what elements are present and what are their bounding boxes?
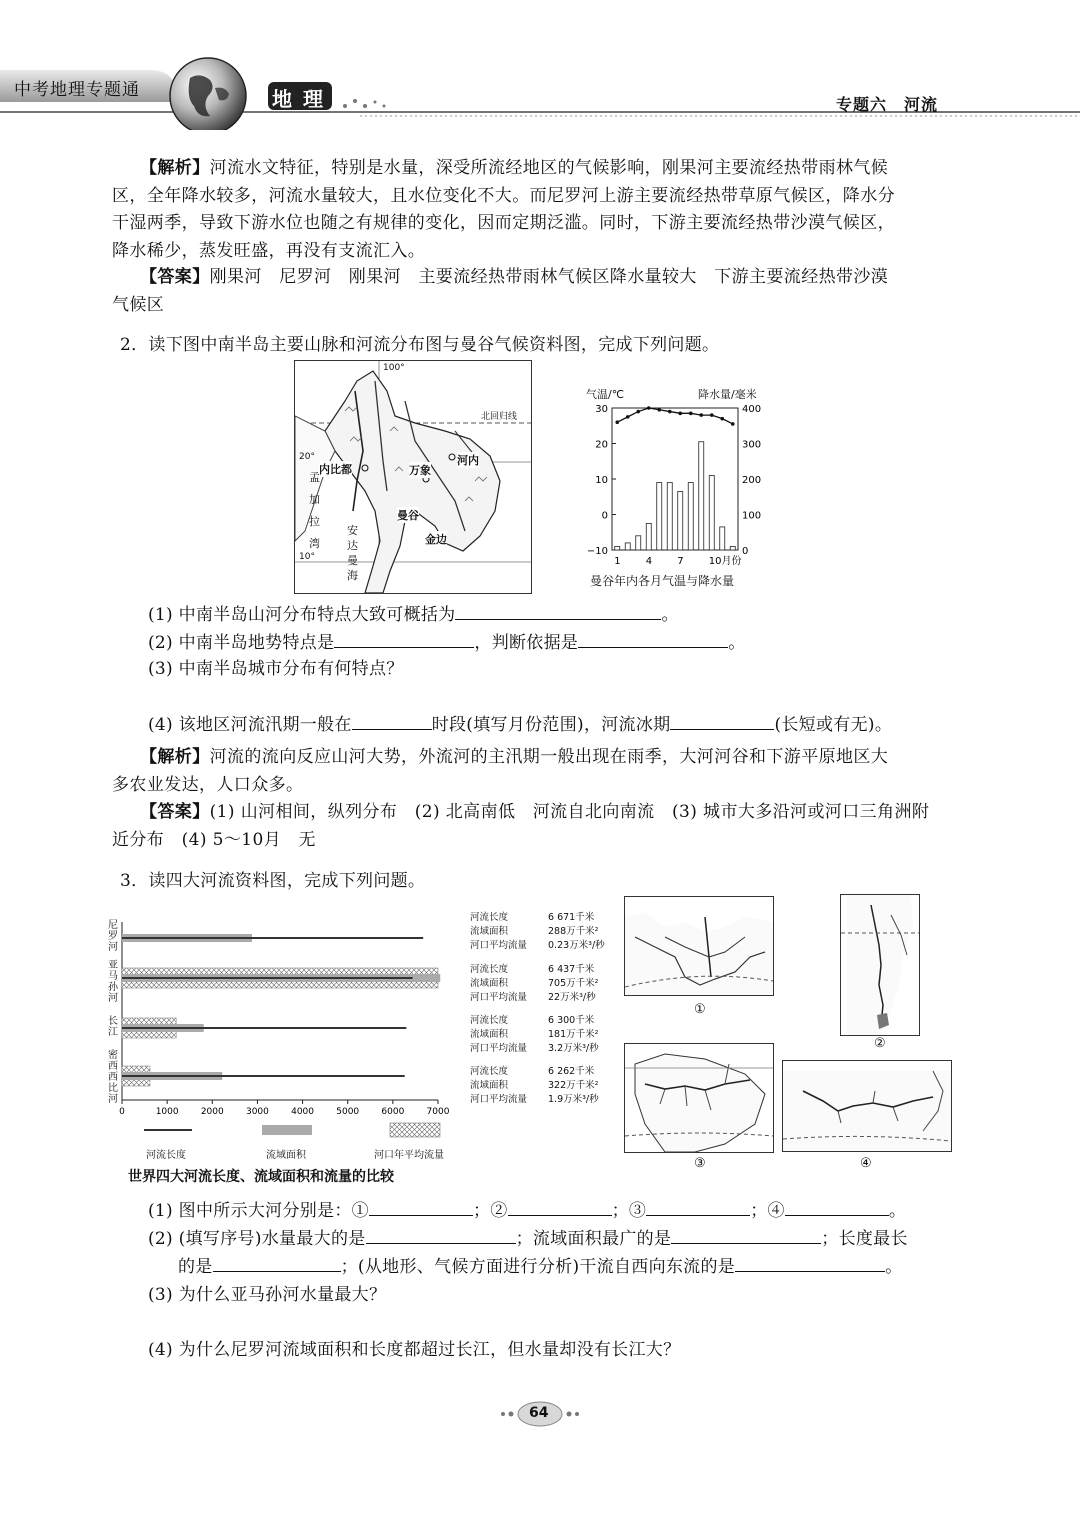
q1-answer: 【答案】刚果河 尼罗河 刚果河 主要流经热带雨林气候区降水量较大 下游主要流经热带沙漠 气候区 <box>112 267 889 315</box>
answer-blank[interactable] <box>646 1197 750 1216</box>
q2-sub2: (2) 中南半岛地势特点是 ，判断依据是 。 <box>148 628 746 653</box>
temperature-point <box>657 408 661 412</box>
precip-bar <box>730 546 735 550</box>
answer-blank[interactable] <box>578 629 728 648</box>
city-hanoi: 河内 <box>457 454 479 467</box>
q3-sub1: (1) 图中所示大河分别是：① ；② ；③ ；④ 。 <box>148 1196 906 1221</box>
climate-x-tick: 4 <box>645 556 653 567</box>
precip-bar <box>688 483 693 550</box>
temperature-point <box>615 420 619 424</box>
climate-caption: 曼谷年内各月气温与降水量 <box>590 574 735 588</box>
temperature-point <box>678 412 682 416</box>
analysis-tag: 【解析】 <box>140 158 210 178</box>
precip-bar <box>699 442 704 550</box>
answer-blank[interactable] <box>785 1197 889 1216</box>
climate-left-tick: 20 <box>595 439 608 451</box>
precip-bar <box>667 483 672 550</box>
answer-blank[interactable] <box>213 1253 341 1272</box>
q2-stem: 2．读下图中南半岛主要山脉和河流分布图与曼谷气候资料图，完成下列问题。 <box>120 335 720 355</box>
answer-blank[interactable] <box>352 711 432 730</box>
subject-title: 地 理 <box>272 87 325 111</box>
answer-blank[interactable] <box>671 1225 821 1244</box>
temperature-point <box>710 413 714 417</box>
climate-left-tick: −10 <box>586 546 608 557</box>
river-map-1 <box>624 896 774 996</box>
stats-block-2: 河流长度 6 437千米 流域面积 705万千米² 河口平均流量 22万米³/秒 <box>470 964 599 1003</box>
temperature-point <box>720 417 724 421</box>
q3-sub3: (3) 为什么亚马孙河水量最大？ <box>148 1285 387 1305</box>
indochina-map <box>294 360 532 594</box>
climate-left-tick: 0 <box>601 510 608 522</box>
answer-blank[interactable] <box>455 601 661 620</box>
answer-blank[interactable] <box>334 629 474 648</box>
amazon-map-svg <box>625 1044 773 1152</box>
stats-block-1: 河流长度 6 671千米 流域面积 288万千米² 河口平均流量 0.23万米³/秒 <box>470 912 605 951</box>
stats-block-3: 河流长度 6 300千米 流域面积 181万千米² 河口平均流量 3.2万米³/秒 <box>470 1015 599 1054</box>
river-map-3 <box>624 1043 774 1153</box>
climate-right-tick: 100 <box>742 510 762 522</box>
precip-bar <box>636 536 641 550</box>
river-map-4 <box>782 1060 952 1152</box>
q2-sub4: (4) 该地区河流汛期一般在 时段(填写月份范围)，河流冰期 (长短或有无)。 <box>148 710 892 735</box>
climate-right-tick: 200 <box>742 475 762 486</box>
map-lon-label: 100° <box>383 363 405 373</box>
topic-title: 专题六 河流 <box>836 95 939 114</box>
bar-x-tick: 5000 <box>336 1107 360 1117</box>
city-vientiane: 万象 <box>409 464 431 477</box>
bar-x-tick: 4000 <box>291 1107 315 1117</box>
q2-sub3: (3) 中南半岛城市分布有何特点？ <box>148 659 404 679</box>
map-lat10-label: 10° <box>299 552 315 562</box>
precip-bar <box>646 523 651 550</box>
river-map-1-label: ① <box>694 1002 706 1017</box>
city-bangkok: 曼谷 <box>397 509 419 522</box>
climate-chart <box>582 384 782 594</box>
legend-length: 河流长度 <box>146 1150 186 1161</box>
river-map-2 <box>840 894 920 1036</box>
temperature-point <box>689 412 693 416</box>
legend-area: 流域面积 <box>266 1150 306 1161</box>
climate-right-tick: 0 <box>742 546 749 557</box>
temperature-point <box>731 422 735 426</box>
label-bay-bengal: 孟加拉湾 <box>309 471 320 550</box>
climate-x-tick: 1 <box>614 556 621 567</box>
temperature-point <box>699 413 703 417</box>
q3-sub4: (4) 为什么尼罗河流域面积和长度都超过长江，但水量却没有长江大？ <box>148 1340 681 1360</box>
river-label-amazon: 亚马孙河 <box>108 960 118 1004</box>
series-title: 中考地理专题通 <box>14 80 140 100</box>
mississippi-map-svg <box>625 897 773 995</box>
temperature-point <box>626 415 630 419</box>
q3-stem: 3．读四大河流资料图，完成下列问题。 <box>120 871 426 891</box>
river-label-nile: 尼罗河 <box>108 920 118 953</box>
bar-x-tick: 7000 <box>426 1107 450 1117</box>
precip-bar <box>720 527 725 550</box>
climate-right-tick: 300 <box>742 439 762 451</box>
bar-x-tick: 2000 <box>200 1107 224 1117</box>
precip-bar <box>657 483 662 550</box>
climate-left-tick: 30 <box>595 404 608 415</box>
page-number-badge <box>497 1400 583 1428</box>
temperature-point <box>647 406 651 410</box>
river-bar-chart <box>104 910 464 1190</box>
answer-blank[interactable] <box>735 1253 885 1272</box>
precip-bar <box>615 546 620 550</box>
stats-block-4: 河流长度 6 262千米 流域面积 322万千米² 河口平均流量 1.9万米³/秒 <box>470 1066 599 1105</box>
page-number: 64 <box>529 1405 549 1421</box>
river-label-yangtze: 长江 <box>108 1016 118 1038</box>
q3-sub2a: (2) (填写序号)水量最大的是 ；流域面积最广的是 ；长度最长 <box>148 1224 908 1249</box>
city-phnompenh: 金边 <box>425 533 447 546</box>
climate-left-tick: 10 <box>595 475 608 486</box>
legend-flow: 河口年平均流量 <box>374 1150 444 1161</box>
bar-x-tick: 3000 <box>245 1107 269 1117</box>
climate-left-title: 气温/℃ <box>586 388 625 401</box>
answer-blank[interactable] <box>670 711 774 730</box>
q2-sub1: (1) 中南半岛山河分布特点大致可概括为 。 <box>148 600 679 625</box>
precip-bar <box>625 543 630 550</box>
answer-blank[interactable] <box>366 1225 516 1244</box>
bar-x-tick: 0 <box>119 1107 125 1117</box>
legend-swatches <box>142 1122 442 1142</box>
page-header <box>0 0 1080 130</box>
city-naypyidaw: 内比都 <box>319 463 352 476</box>
climate-x-tick: 10月份 <box>708 556 742 567</box>
yangtze-map-svg <box>783 1061 951 1151</box>
climate-x-tick: 7 <box>677 556 684 567</box>
precip-bar <box>678 491 683 550</box>
q2-answer: 【答案】(1) 山河相间，纵列分布 (2) 北高南低 河流自北向南流 (3) 城市大多沿河或河口三角洲附 近分布 (4) 5～10月 无 <box>112 802 930 850</box>
answer-tag: 【答案】 <box>140 267 210 287</box>
temperature-point <box>668 410 672 414</box>
river-map-3-label: ③ <box>694 1156 706 1171</box>
bar-x-tick: 6000 <box>381 1107 405 1117</box>
bar-x-tick: 1000 <box>155 1107 179 1117</box>
river-label-mississippi: 密西西比河 <box>108 1050 118 1105</box>
river-map-4-label: ④ <box>860 1156 872 1171</box>
temperature-line <box>617 408 733 424</box>
map-tropic-label: 北回归线 <box>481 412 518 422</box>
bar-chart-caption: 世界四大河流长度、流域面积和流量的比较 <box>128 1169 394 1185</box>
q2-analysis: 【解析】河流的流向反应山河大势，外流河的主汛期一般出现在雨季，大河河谷和下游平原地区大 多农业发达，人口众多。 <box>112 747 889 795</box>
q1-analysis: 【解析】河流水文特征，特别是水量，深受所流经地区的气候影响，刚果河主要流经热带雨林气候 区，全年降水较多，河流水量较大，且水位变化不大。而尼罗河上游主要流经热带草原气候区，降水分 干湿两季，导致下游水位也随之有规律的变化，因而定期泛滥。同时，下游主要流经热带沙漠气候区， 降水稀少，蒸发旺盛，再没有支流汇入。 <box>112 158 895 261</box>
climate-right-title: 降水量/毫米 <box>698 388 757 401</box>
answer-blank[interactable] <box>508 1197 612 1216</box>
precip-bar <box>709 475 714 550</box>
climate-chart-svg <box>582 384 782 594</box>
climate-right-tick: 400 <box>742 404 762 415</box>
river-map-2-label: ② <box>874 1036 886 1051</box>
label-andaman: 安达曼海 <box>347 524 358 582</box>
nile-map-svg <box>841 895 919 1035</box>
map-lat20-label: 20° <box>299 452 315 462</box>
answer-blank[interactable] <box>369 1197 473 1216</box>
q3-sub2b: 的是 ；(从地形、气候方面进行分析)干流自西向东流的是 。 <box>178 1252 902 1277</box>
temperature-point <box>636 410 640 414</box>
